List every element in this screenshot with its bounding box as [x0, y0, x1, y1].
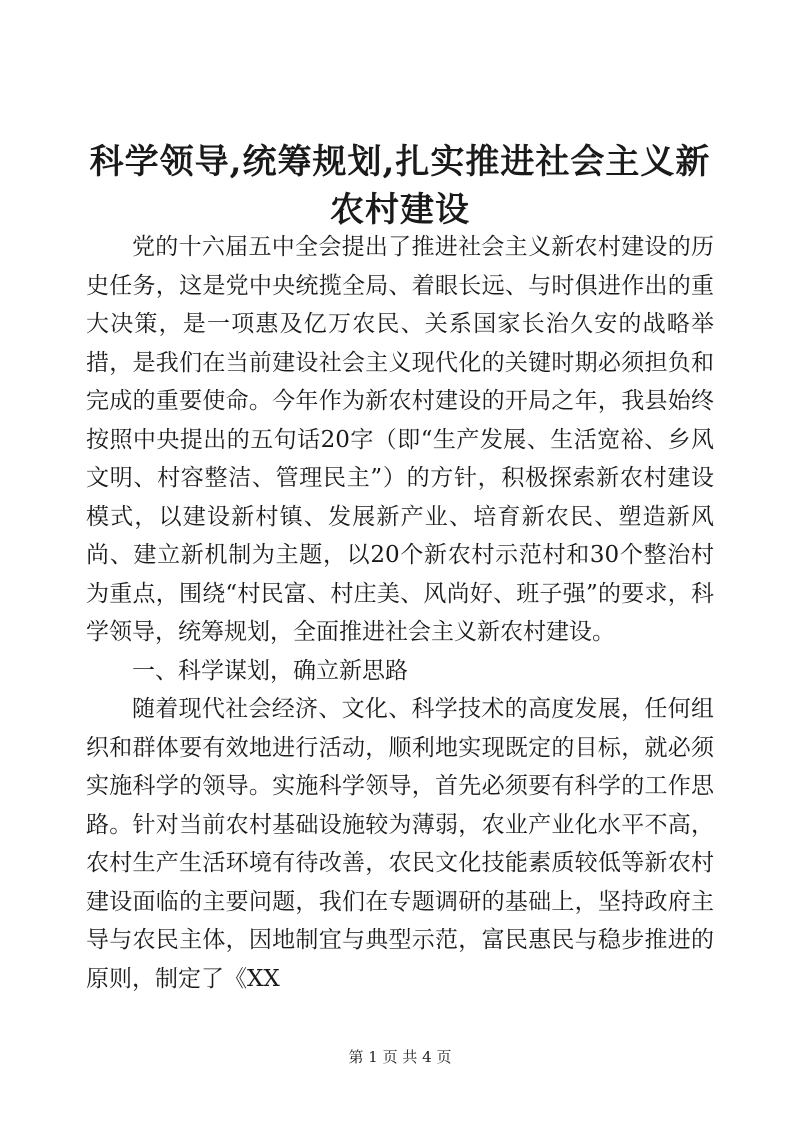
- document-body: [86, 228, 714, 998]
- section-heading-1: 一、科学谋划，确立新思路: [132, 657, 408, 684]
- document-title: 科学领导,统筹规划,扎实推进社会主义新农村建设: [89, 142, 711, 230]
- paragraph-intro: 党的十六届五中全会提出了推进社会主义新农村建设的历史任务，这是党中央统揽全局、着眼长远、与时俱进作出的重大决策，是一项惠及亿万农民、关系国家长治久安的战略举措，是我们在当前建设社会主义现代化的关键时期必须担负和完成的重要使命。今年作为新农村建设的开局之年，我县始终按照中央提出的五句话20字（即“生产发展、生活宽裕、乡风文明、村容整洁、管理民主”）的方针，积极探索新农村建设模式，以建设新村镇、发展新产业、培育新农民、塑造新风尚、建立新机制为主题，以20个新农村示范村和30个整治村为重点，围绕“村民富、村庄美、风尚好、班子强”的要求，科学领导，统筹规划，全面推进社会主义新农村建设。: [86, 234, 714, 645]
- paragraph-section-1: 随着现代社会经济、文化、科学技术的高度发展，任何组织和群体要有效地进行活动，顺利地实现既定的目标，就必须实施科学的领导。实施科学领导，首先必须要有科学的工作思路。针对当前农村基础设施较为薄弱，农业产业化水平不高，农村生产生活环境有待改善，农民文化技能素质较低等新农村建设面临的主要问题，我们在专题调研的基础上，坚持政府主导与农民主体，因地制宜与典型示范，富民惠民与稳步推进的原则，制定了《XX: [86, 696, 714, 992]
- page-number-footer: 第 1 页 共 4 页: [348, 1048, 452, 1066]
